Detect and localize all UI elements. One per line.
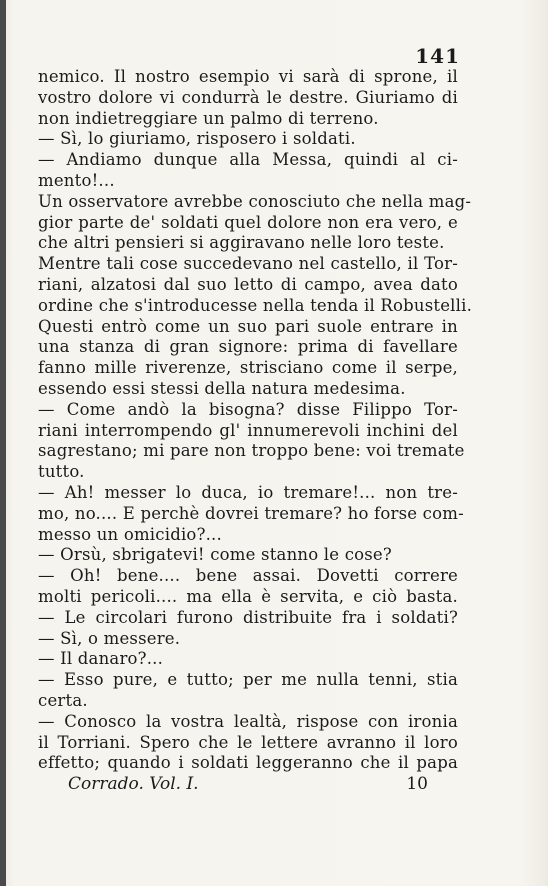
text-line: il Torriani. Spero che le lettere avranno il loro — [38, 732, 458, 752]
page-binding-edge — [0, 0, 6, 886]
text-line: effetto; quando i soldati leggeranno che il papa — [38, 753, 458, 773]
text-line: che altri pensieri si aggiravano nelle loro teste. — [38, 233, 445, 253]
text-line: certa. — [38, 690, 88, 710]
page-footer — [38, 774, 458, 798]
page-number: 141 — [415, 44, 460, 68]
footer-signature-title: Corrado. Vol. I. — [68, 774, 199, 794]
text-line: vostro dolore vi condurrà le destre. Giuriamo di — [38, 87, 458, 107]
text-line: fanno mille riverenze, strisciano come il serpe, — [38, 358, 458, 378]
text-line: nemico. Il nostro esempio vi sarà di sprone, il — [38, 67, 458, 86]
text-line: — Come andò la bisogna? disse Filippo Tor- — [38, 399, 458, 419]
body-text — [38, 67, 473, 774]
text-line: — Orsù, sbrigatevi! come stanno le cose? — [38, 545, 392, 565]
text-line: Un osservatore avrebbe conosciuto che nella mag- — [38, 191, 472, 211]
text-line: riani, alzatosi dal suo letto di campo, avea dato — [38, 274, 458, 294]
text-line: — Andiamo dunque alla Messa, quindi al ci- — [38, 150, 458, 170]
text-line: una stanza di gran signore: prima di favellare — [38, 337, 458, 357]
text-line: mento!... — [38, 170, 115, 190]
text-line: non indietreggiare un palmo di terreno. — [38, 108, 379, 128]
text-line: gior parte de' soldati quel dolore non era vero, e — [38, 212, 458, 232]
text-line: — Le circolari furono distribuite fra i soldati? — [38, 607, 458, 627]
text-line: sagrestano; mi pare non troppo bene: voi tremate — [38, 441, 465, 461]
text-line: — Sì, o messere. — [38, 628, 181, 648]
text-line: mo, no.... E perchè dovrei tremare? ho forse com- — [38, 503, 464, 523]
text-line: Mentre tali cose succedevano nel castello, il Tor- — [38, 254, 458, 274]
text-line: — Ah! messer lo duca, io tremare!... non tre- — [38, 482, 458, 502]
text-line: — Il danaro?... — [38, 649, 164, 669]
text-line: — Esso pure, e tutto; per me nulla tenni, stia — [38, 670, 458, 690]
text-line: essendo essi stessi della natura medesima. — [38, 378, 406, 398]
text-line: — Sì, lo giuriamo, risposero i soldati. — [38, 129, 356, 149]
footer-signature-number: 10 — [406, 774, 428, 794]
text-line: Questi entrò come un suo pari suole entrare in — [38, 316, 458, 336]
text-line: messo un omicidio?... — [38, 524, 222, 544]
text-line: tutto. — [38, 462, 85, 482]
text-line: molti pericoli.... ma ella è servita, e ciò basta. — [38, 586, 458, 606]
text-line: ordine che s'introducesse nella tenda il Robustelli. — [38, 295, 473, 315]
text-line: riani interrompendo gl' innumerevoli inchini del — [38, 420, 458, 440]
text-line: — Oh! bene.... bene assai. Dovetti correre — [38, 566, 458, 586]
text-line: — Conosco la vostra lealtà, rispose con ironia — [38, 711, 458, 731]
